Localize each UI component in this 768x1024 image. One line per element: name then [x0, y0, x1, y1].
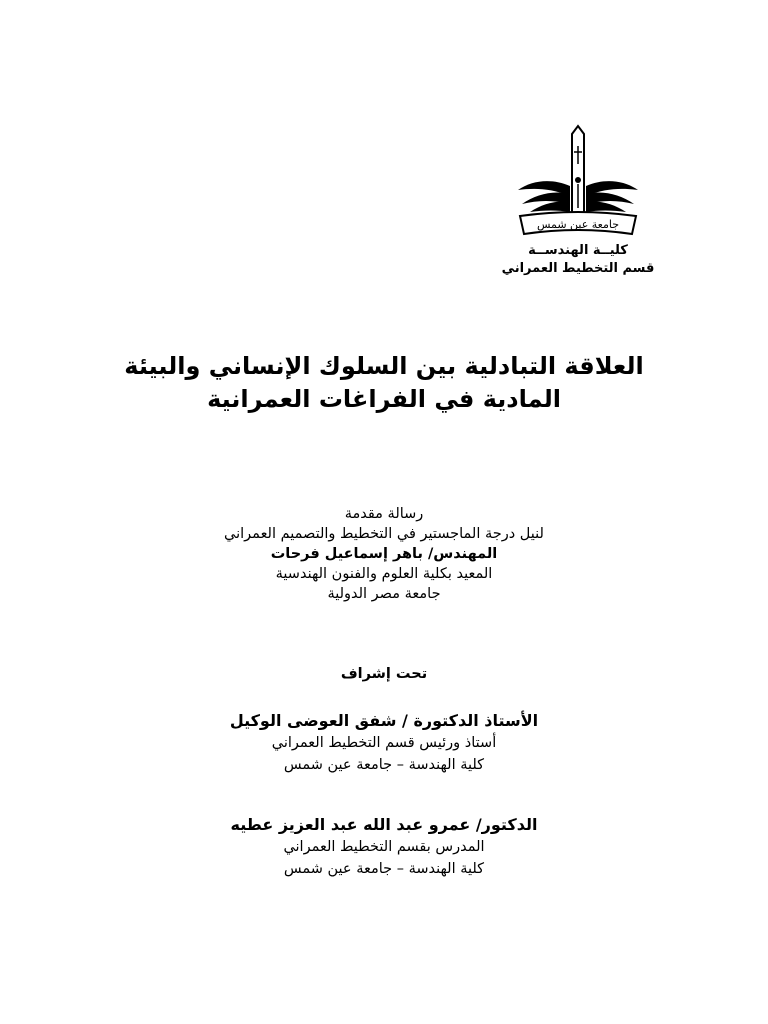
info-line-submitted: رسالة مقدمة	[344, 506, 424, 522]
supervisor-1	[80, 710, 688, 776]
supervisor-affiliation: كلية الهندسة – جامعة عين شمس	[283, 757, 485, 773]
thesis-title	[80, 350, 688, 416]
info-line-degree: لنيل درجة الماجستير في التخطيط والتصميم العمراني	[224, 526, 544, 542]
supervisor-name: الدكتور/ عمرو عبد الله عبد العزيز عطيه	[230, 815, 538, 834]
title-line-1: العلاقة التبادلية بين السلوك الإنساني والبيئة	[124, 352, 644, 380]
author-position: المعيد بكلية العلوم والفنون الهندسية	[275, 566, 493, 582]
supervisor-name: الأستاذ الدكتورة / شفق العوضى الوكيل	[229, 711, 539, 730]
supervision-heading: تحت إشراف	[340, 666, 428, 682]
title-line-2: المادية في الفراغات العمرانية	[207, 385, 561, 413]
thesis-info	[80, 504, 688, 604]
supervisor-position: المدرس بقسم التخطيط العمراني	[283, 839, 485, 855]
department-name: قسم التخطيط العمراني	[501, 261, 655, 276]
emblem-text: جامعة عين شمس	[536, 218, 620, 231]
author-university: جامعة مصر الدولية	[327, 586, 441, 602]
ain-shams-university-emblem-icon	[512, 124, 644, 240]
author-name: المهندس/ باهر إسماعيل فرحات	[270, 546, 498, 562]
faculty-name: كليــة الهندســة	[528, 243, 628, 258]
supervisor-position: أستاذ ورئيس قسم التخطيط العمراني	[271, 735, 497, 751]
header-block	[498, 124, 658, 278]
supervisor-2	[80, 814, 688, 880]
supervisor-affiliation: كلية الهندسة – جامعة عين شمس	[283, 861, 485, 877]
